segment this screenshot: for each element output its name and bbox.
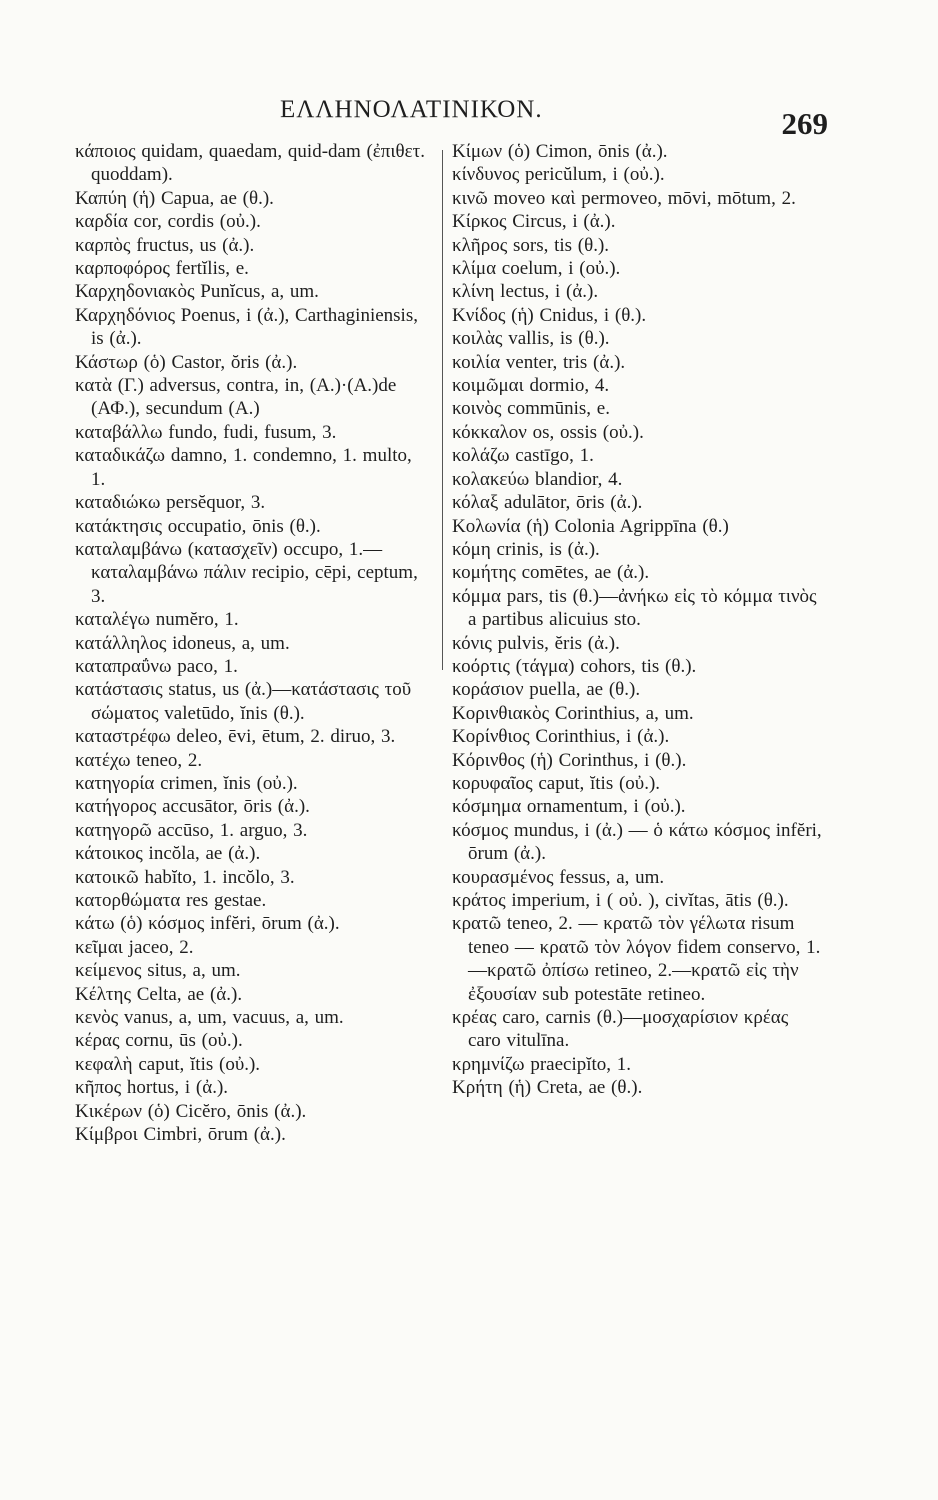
dictionary-entry: κῆπος hortus, i (ἀ.). <box>75 1077 229 1099</box>
dictionary-entry: Κέλτης Celta, ae (ἀ.). <box>75 983 243 1005</box>
dictionary-entry: Κόρινθος (ἡ) Corinthus, i (θ.). <box>452 749 687 771</box>
dictionary-entry: κορυφαῖος caput, ĭtis (οὐ.). <box>452 772 661 794</box>
dictionary-entry: Κίρκος Circus, i (ἀ.). <box>452 211 616 233</box>
dictionary-entry: Κορίνθιος Corinthius, i (ἀ.). <box>452 726 670 748</box>
dictionary-entry: κόσμος mundus, i (ἀ.) — ὁ κάτω κόσμος infĕri, ōrum (ἀ.). <box>452 819 822 865</box>
dictionary-entry: κενὸς vanus, a, um, vacuus, a, um. <box>75 1007 344 1029</box>
dictionary-entry: κόκκαλον os, ossis (οὐ.). <box>452 421 644 443</box>
dictionary-entry: κατήγορος accusātor, ōris (ἀ.). <box>75 796 310 818</box>
dictionary-entry: κατοικῶ habĭto, 1. incŏlo, 3. <box>75 866 295 888</box>
dictionary-entry: κατάκτησις occupatio, ōnis (θ.). <box>75 515 321 537</box>
column-divider <box>442 150 443 670</box>
dictionary-entry: κοιμῶμαι dormio, 4. <box>452 375 610 397</box>
dictionary-entry: καρδία cor, cordis (οὐ.). <box>75 211 261 233</box>
dictionary-entry: κομήτης comētes, ae (ἀ.). <box>452 562 650 584</box>
dictionary-entry: κοινὸς commūnis, e. <box>452 398 610 420</box>
dictionary-entry: καταλέγω numĕro, 1. <box>75 609 239 631</box>
dictionary-entry: κράτος imperium, i ( οὐ. ), civĭtas, ātis (θ.). <box>452 890 789 911</box>
dictionary-entry: κέρας cornu, ūs (οὐ.). <box>75 1030 243 1052</box>
dictionary-entry: καταστρέφω deleo, ēvi, ētum, 2. diruo, 3. <box>75 726 396 748</box>
dictionary-entry: κατορθώματα res gestae. <box>75 890 267 911</box>
dictionary-entry: κρατῶ teneo, 2. — κρατῶ τὸν γέλωτα risum teneo — κρατῶ τὸν λόγον fidem conservo, 1.—κρατῶ ὀπίσω retineo, 2.—κρατῶ εἰς τὴν ἐξουσίαν sub potestāte retineo. <box>452 913 821 1005</box>
dictionary-entry: καταλαμβάνω (κατασχεῖν) occupo, 1.—καταλαμβάνω πάλιν recipio, cēpi, ceptum, 3. <box>75 538 418 607</box>
left-column <box>75 140 427 1146</box>
dictionary-entry: κατάστασις status, us (ἀ.)—κατάστασις τοῦ σώματος valetūdo, ĭnis (θ.). <box>75 679 412 724</box>
dictionary-entry: κάτοικος incŏla, ae (ἀ.). <box>75 843 261 865</box>
dictionary-entry: καταπραΰνω paco, 1. <box>75 655 238 677</box>
dictionary-entry: κόνις pulvis, ĕris (ἀ.). <box>452 632 620 654</box>
dictionary-entry: κατηγορία crimen, ĭnis (οὐ.). <box>75 772 298 794</box>
dictionary-entry: κεῖμαι jaceo, 2. <box>75 936 194 958</box>
dictionary-entry: κεφαλὴ caput, ĭtis (οὐ.). <box>75 1053 261 1075</box>
dictionary-entry: Κάστωρ (ὁ) Castor, ŏris (ἀ.). <box>75 351 298 373</box>
dictionary-entry: Κίμων (ὁ) Cimon, ōnis (ἀ.). <box>452 141 668 162</box>
page-number: 269 <box>781 106 828 141</box>
dictionary-entry: Κρήτη (ἡ) Creta, ae (θ.). <box>452 1077 643 1099</box>
dictionary-entry: Κολωνία (ἡ) Colonia Agrippīna (θ.) <box>452 515 729 537</box>
right-column <box>452 140 822 1100</box>
dictionary-entry: Καπύη (ἡ) Capua, ae (θ.). <box>75 187 274 209</box>
dictionary-entry: καρποφόρος fertĭlis, e. <box>75 258 249 280</box>
dictionary-entry: κόλαξ adulātor, ōris (ἀ.). <box>452 492 643 514</box>
dictionary-entry: Καρχηδονιακὸς Punĭcus, a, um. <box>75 281 319 303</box>
dictionary-entry: καταδιώκω persĕquor, 3. <box>75 492 266 514</box>
dictionary-entry: Καρχηδόνιος Poenus, i (ἀ.), Carthaginiensis, is (ἀ.). <box>75 304 418 350</box>
dictionary-entry: Κορινθιακὸς Corinthius, a, um. <box>452 702 694 724</box>
dictionary-entry: κίνδυνος pericŭlum, i (οὐ.). <box>452 164 665 186</box>
dictionary-entry: κόμη crinis, is (ἀ.). <box>452 538 600 560</box>
dictionary-entry: καταβάλλω fundo, fudi, fusum, 3. <box>75 421 337 443</box>
dictionary-entry: κόμμα pars, tis (θ.)—ἀνήκω εἰς τὸ κόμμα τινὸς a partibus alicuius sto. <box>452 585 817 631</box>
dictionary-entry: καρπὸς fructus, us (ἀ.). <box>75 234 255 256</box>
dictionary-entry: κάτω (ὁ) κόσμος infĕri, ōrum (ἀ.). <box>75 913 340 935</box>
dictionary-entry: κατάλληλος idoneus, a, um. <box>75 632 290 654</box>
dictionary-entry: Κίμβροι Cimbri, ōrum (ἀ.). <box>75 1124 286 1146</box>
dictionary-entry: κινῶ moveo καὶ permoveo, mōvi, mōtum, 2. <box>452 187 796 209</box>
dictionary-entry: κοιλία venter, tris (ἀ.). <box>452 351 626 373</box>
dictionary-entry: κρέας caro, carnis (θ.)—μοσχαρίσιον κρέας caro vitulīna. <box>452 1007 789 1052</box>
dictionary-entry: κατὰ (Γ.) adversus, contra, in, (Α.)·(Α.)de (ΑΦ.), secundum (Α.) <box>75 375 397 420</box>
dictionary-entry: Κνίδος (ἡ) Cnidus, i (θ.). <box>452 304 647 326</box>
dictionary-entry: κλῆρος sors, tis (θ.). <box>452 234 610 256</box>
dictionary-entry: Κικέρων (ὁ) Cicĕro, ōnis (ἀ.). <box>75 1100 307 1122</box>
running-head: ΕΛΛΗΝΟΛΑΤΙΝΙΚΟΝ. <box>280 96 543 123</box>
dictionary-entry: κολάζω castīgo, 1. <box>452 445 594 467</box>
dictionary-entry: κολακεύω blandior, 4. <box>452 468 623 490</box>
dictionary-entry: κείμενος situs, a, um. <box>75 960 241 982</box>
dictionary-entry: κλίμα coelum, i (οὐ.). <box>452 258 621 280</box>
dictionary-entry: κοιλὰς vallis, is (θ.). <box>452 328 610 350</box>
dictionary-entry: κουρασμένος fessus, a, um. <box>452 866 665 888</box>
dictionary-entry: κάποιος quidam, quaedam, quid-dam (ἐπιθετ. quoddam). <box>75 141 425 186</box>
dictionary-entry: κοόρτις (τάγμα) cohors, tis (θ.). <box>452 655 697 677</box>
dictionary-entry: κρημνίζω praecipĭto, 1. <box>452 1053 632 1075</box>
dictionary-entry: κατηγορῶ accūso, 1. arguo, 3. <box>75 819 308 841</box>
dictionary-entry: καταδικάζω damno, 1. condemno, 1. multo, 1. <box>75 445 412 490</box>
dictionary-entry: κόσμημα ornamentum, i (οὐ.). <box>452 796 686 818</box>
dictionary-entry: κατέχω teneo, 2. <box>75 749 203 771</box>
dictionary-entry: κλίνη lectus, i (ἀ.). <box>452 281 599 303</box>
dictionary-entry: κοράσιον puella, ae (θ.). <box>452 679 641 701</box>
